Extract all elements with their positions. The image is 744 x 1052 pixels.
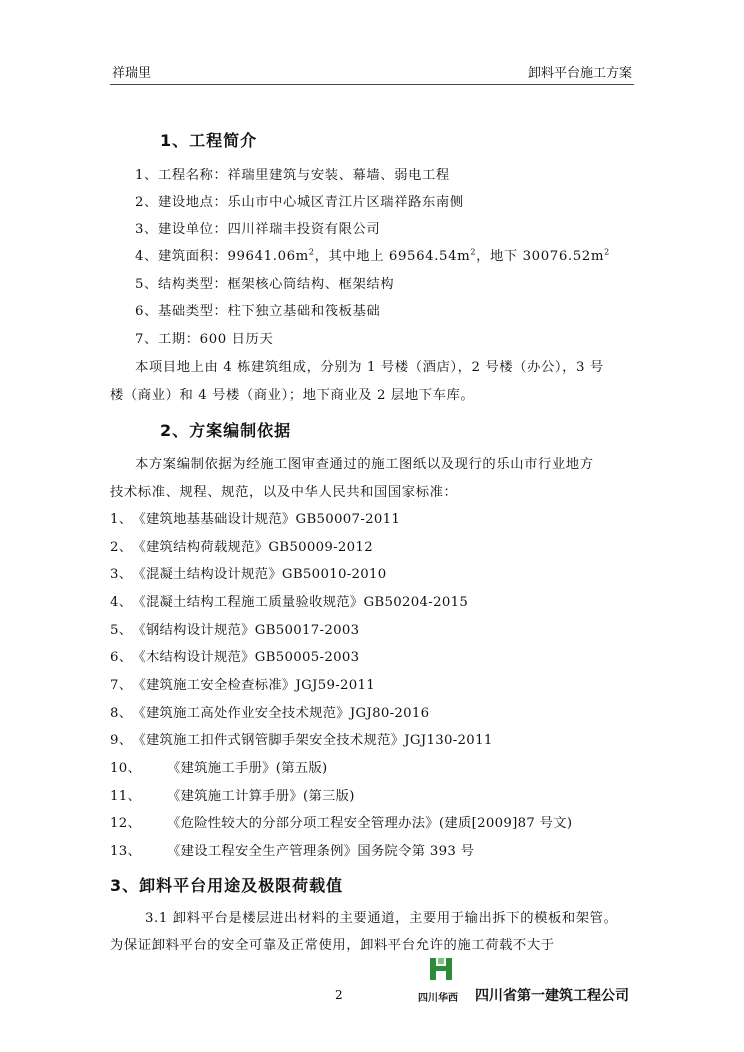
area-underground: ，地下 30076.52m xyxy=(476,249,605,264)
structure-type-line: 5、结构类型：框架核心筒结构、框架结构 xyxy=(135,277,395,292)
reference-item xyxy=(110,729,493,748)
reference-title: 《建筑施工安全检查标准》JGJ59-2011 xyxy=(132,678,376,693)
reference-item xyxy=(110,591,468,610)
reference-item xyxy=(110,757,328,776)
reference-title: 《建筑施工扣件式钢管脚手架安全技术规范》JGJ130-2011 xyxy=(132,733,493,748)
section2-heading: 2、方案编制依据 xyxy=(160,421,292,440)
project-overview-text-2: 楼（商业）和 4 号楼（商业）；地下商业及 2 层地下车库。 xyxy=(110,388,475,403)
reference-title: 《危险性较大的分部分项工程安全管理办法》(建质[2009]87 号文) xyxy=(167,816,573,831)
duration-line: 7、工期：600 日历天 xyxy=(135,332,274,347)
basis-intro-text-2: 技术标准、规程、规范，以及中华人民共和国国家标准： xyxy=(110,485,458,500)
reference-item xyxy=(110,508,400,527)
reference-title: 《钢结构设计规范》GB50017-2003 xyxy=(132,623,360,638)
area-unit-sup: 2 xyxy=(604,247,610,257)
reference-title: 《建筑施工高处作业安全技术规范》JGJ80-2016 xyxy=(132,706,430,721)
reference-item xyxy=(110,619,359,638)
basis-intro-text-1: 本方案编制依据为经施工图审查通过的施工图纸以及现行的乐山市行业地方 xyxy=(135,457,594,472)
reference-number: 11、 xyxy=(110,789,142,804)
area-above-ground: ，其中地上 69564.54m xyxy=(314,249,471,264)
reference-item xyxy=(110,785,355,804)
reference-item xyxy=(110,536,373,555)
area-total: 4、建筑面积：99641.06m xyxy=(135,249,309,264)
reference-title: 《建筑施工手册》(第五版) xyxy=(167,761,328,776)
reference-title: 《建筑施工计算手册》(第三版) xyxy=(167,789,355,804)
reference-item xyxy=(110,840,474,859)
area-unit-sup: 2 xyxy=(308,247,315,257)
reference-item xyxy=(110,646,359,665)
reference-number: 12、 xyxy=(110,816,142,831)
reference-title: 《混凝土结构设计规范》GB50010-2010 xyxy=(132,567,387,582)
header-rule xyxy=(110,84,634,85)
reference-item xyxy=(110,563,387,582)
header-document-title: 卸料平台施工方案 xyxy=(527,66,632,81)
reference-title: 《建筑地基基础设计规范》GB50007-2011 xyxy=(132,512,401,527)
platform-usage-text-2: 为保证卸料平台的安全可靠及正常使用，卸料平台允许的施工荷载不大于 xyxy=(110,938,555,953)
company-name: 四川省第一建筑工程公司 xyxy=(475,988,629,1004)
reference-number: 3、 xyxy=(110,567,133,582)
section3-heading: 3、卸料平台用途及极限荷载值 xyxy=(110,876,344,895)
reference-item xyxy=(110,702,429,721)
reference-number: 8、 xyxy=(110,706,133,721)
section1-heading: 1、工程简介 xyxy=(160,131,258,150)
reference-number: 6、 xyxy=(110,650,133,665)
reference-title: 《建筑结构荷载规范》GB50009-2012 xyxy=(132,540,373,555)
reference-number: 2、 xyxy=(110,540,133,555)
reference-number: 1、 xyxy=(110,512,133,527)
reference-title: 《建设工程安全生产管理条例》国务院令第 393 号 xyxy=(167,844,475,859)
logo-caption: 四川华西 xyxy=(418,993,458,1004)
reference-number: 9、 xyxy=(110,733,133,748)
reference-item xyxy=(110,674,375,693)
page-number: 2 xyxy=(335,988,343,1002)
project-location-line: 2、建设地点：乐山市中心城区青江片区瑞祥路东南侧 xyxy=(135,195,464,210)
client-line: 3、建设单位：四川祥瑞丰投资有限公司 xyxy=(135,222,381,237)
company-logo-icon xyxy=(428,956,454,982)
reference-number: 10、 xyxy=(110,761,142,776)
platform-usage-text-1: 3.1 卸料平台是楼层进出材料的主要通道，主要用于输出拆下的模板和架管。 xyxy=(145,911,618,926)
project-overview-text-1: 本项目地上由 4 栋建筑组成，分别为 1 号楼（酒店），2 号楼（办公），3 号 xyxy=(135,360,604,375)
reference-number: 4、 xyxy=(110,595,133,610)
building-area-line xyxy=(135,245,610,264)
reference-title: 《木结构设计规范》GB50005-2003 xyxy=(132,650,360,665)
area-unit-sup: 2 xyxy=(470,247,477,257)
reference-number: 7、 xyxy=(110,678,133,693)
header-project-name: 祥瑞里 xyxy=(112,66,152,81)
reference-title: 《混凝土结构工程施工质量验收规范》GB50204-2015 xyxy=(132,595,469,610)
project-name-line: 1、工程名称：祥瑞里建筑与安装、幕墙、弱电工程 xyxy=(135,168,450,183)
foundation-type-line: 6、基础类型：柱下独立基础和筏板基础 xyxy=(135,304,381,319)
reference-number: 13、 xyxy=(110,844,142,859)
reference-number: 5、 xyxy=(110,623,133,638)
reference-item xyxy=(110,812,572,831)
